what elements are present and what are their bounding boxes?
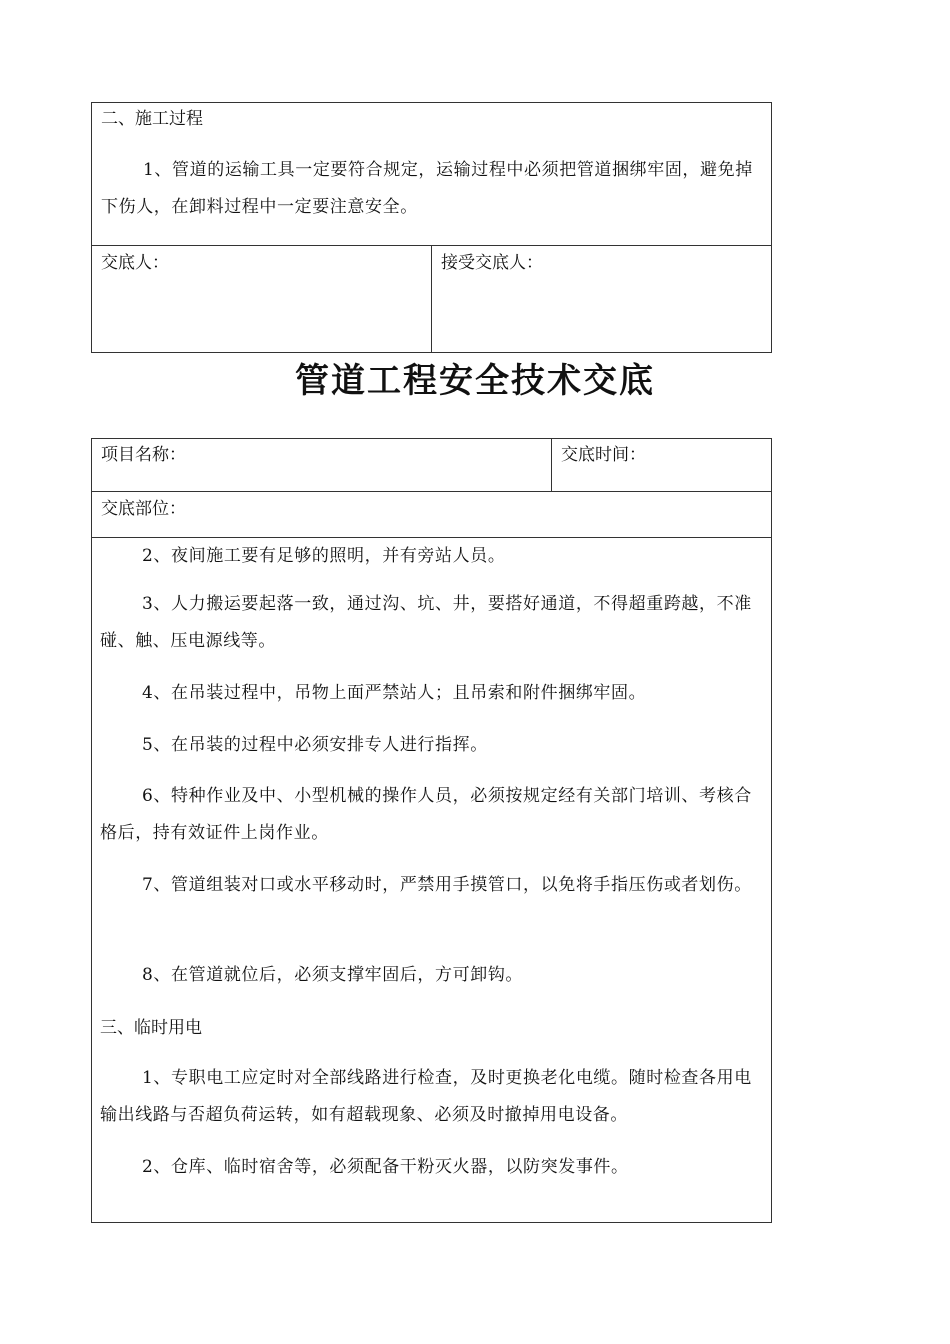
- section-heading-construction: 二、施工过程: [101, 109, 203, 129]
- section-heading-temporary-power: 三、临时用电: [100, 1018, 202, 1038]
- discloser-label: 交底人：: [101, 253, 169, 273]
- top-table-split: [431, 245, 432, 352]
- page-title: 管道工程安全技术交底: [295, 361, 655, 401]
- disclosure-location-label: 交底部位：: [101, 499, 186, 519]
- power-item-1: 1、专职电工应定时对全部线路进行检查，及时更换老化电缆。随时检查各用电输出线路与否超负荷运转，如有超载现象、必须及时撤掉用电设备。: [100, 1068, 752, 1125]
- power-item-2: 2、仓库、临时宿舍等，必须配备干粉灭火器，以防突发事件。: [142, 1157, 629, 1177]
- item-4: 4、在吊装过程中，吊物上面严禁站人；且吊索和附件捆绑牢固。: [142, 683, 647, 703]
- project-name-label: 项目名称：: [101, 445, 186, 465]
- receiver-label: 接受交底人：: [441, 253, 543, 273]
- main-table-header-divider: [91, 491, 772, 492]
- item-3: 3、人力搬运要起落一致，通过沟、坑、井，要搭好通道，不得超重跨越，不准碰、触、压电源线等。: [100, 594, 752, 651]
- item-8: 8、在管道就位后，必须支撑牢固后，方可卸钩。: [142, 965, 524, 985]
- item-7: 7、管道组装对口或水平移动时，严禁用手摸管口，以免将手指压伤或者划伤。: [142, 875, 752, 895]
- paragraph-transport: 1、管道的运输工具一定要符合规定，运输过程中必须把管道捆绑牢固，避免掉下伤人，在卸料过程中一定要注意安全。: [101, 160, 753, 217]
- item-6: 6、特种作业及中、小型机械的操作人员，必须按规定经有关部门培训、考核合格后，持有效证件上岗作业。: [100, 786, 752, 843]
- disclosure-time-label: 交底时间：: [561, 445, 646, 465]
- item-5: 5、在吊装的过程中必须安排专人进行指挥。: [142, 735, 488, 755]
- main-table-header-split: [551, 438, 552, 492]
- item-2: 2、夜间施工要有足够的照明，并有旁站人员。: [142, 546, 506, 566]
